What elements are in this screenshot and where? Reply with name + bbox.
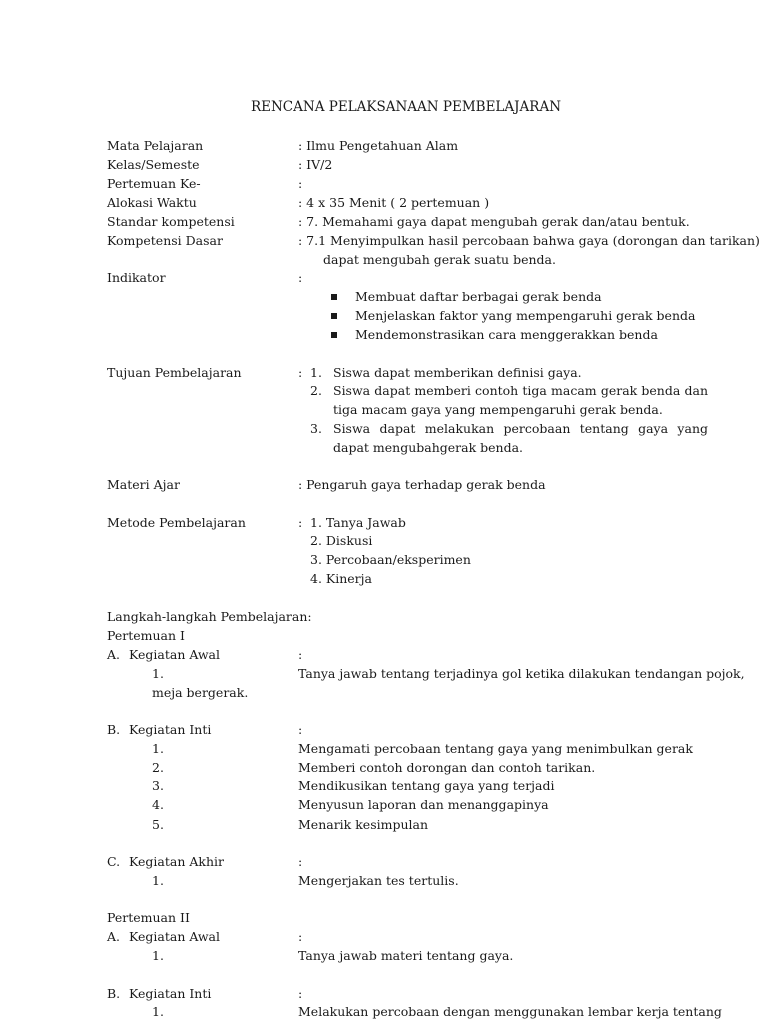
step-number: 4.: [152, 797, 164, 812]
p2-kegiatan-inti-colon: :: [298, 986, 303, 1001]
label-metode-pembelajaran: Metode Pembelajaran: [107, 515, 246, 530]
section-letter: A.: [107, 647, 121, 662]
tujuan-item-text: Siswa dapat memberi contoh tiga macam gerak benda dan tiga macam gaya yang mempengaruhi gerak benda.: [333, 383, 708, 417]
indikator-item: Menjelaskan faktor yang mempengaruhi gerak benda: [355, 308, 696, 323]
step-text: Melakukan percobaan dengan menggunakan lembar kerja tentang: [298, 1004, 722, 1019]
label-materi-ajar: Materi Ajar: [107, 477, 180, 492]
metode-item: 3. Percobaan/eksperimen: [310, 552, 471, 567]
p1-kegiatan-inti-label: Kegiatan Inti: [129, 722, 212, 737]
step-text: Menyusun laporan dan menanggapinya: [298, 797, 549, 812]
metode-item: 1. Tanya Jawab: [310, 515, 406, 530]
metode-item: 4. Kinerja: [310, 571, 372, 586]
label-kompetensi-dasar: Kompetensi Dasar: [107, 233, 223, 248]
step-text: Tanya jawab tentang terjadinya gol ketika dilakukan tendangan pojok,: [298, 666, 745, 681]
label-alokasi-waktu: Alokasi Waktu: [107, 195, 197, 210]
section-letter: B.: [107, 722, 121, 737]
value-materi-ajar: : Pengaruh gaya terhadap gerak benda: [298, 477, 546, 492]
step-text: Mengamati percobaan tentang gaya yang menimbulkan gerak: [298, 741, 693, 756]
value-alokasi-waktu: : 4 x 35 Menit ( 2 pertemuan ): [298, 195, 490, 210]
label-tujuan-pembelajaran: Tujuan Pembelajaran: [107, 365, 242, 380]
section-letter: B.: [107, 986, 121, 1001]
p1-kegiatan-akhir-label: Kegiatan Akhir: [129, 854, 224, 869]
step-text: Tanya jawab materi tentang gaya.: [298, 948, 514, 963]
value-kompetensi-dasar-cont: dapat mengubah gerak suatu benda.: [323, 252, 556, 267]
p1-kegiatan-awal-label: Kegiatan Awal: [129, 647, 220, 662]
value-kelas-semester: : IV/2: [298, 157, 333, 172]
step-number: 3.: [152, 778, 164, 793]
tujuan-item-text: Siswa dapat melakukan percobaan tentang gaya yang dapat mengubahgerak benda.: [333, 421, 708, 455]
step-text: Memberi contoh dorongan dan contoh tarikan.: [298, 760, 596, 775]
value-mata-pelajaran: : Ilmu Pengetahuan Alam: [298, 138, 459, 153]
tujuan-item-number: 3.: [310, 421, 322, 436]
step-text-cont: meja bergerak.: [152, 685, 249, 700]
step-number: 1.: [152, 741, 164, 756]
step-text: Mendikusikan tentang gaya yang terjadi: [298, 778, 555, 793]
label-indikator: Indikator: [107, 270, 166, 285]
step-text: Mengerjakan tes tertulis.: [298, 873, 459, 888]
label-standar-kompetensi: Standar kompetensi: [107, 214, 235, 229]
tujuan-item-number: 2.: [310, 383, 322, 398]
step-number: 1.: [152, 948, 164, 963]
label-pertemuan-ke: Pertemuan Ke-: [107, 176, 201, 191]
p2-kegiatan-awal-label: Kegiatan Awal: [129, 929, 220, 944]
label-kelas-semester: Kelas/Semeste: [107, 157, 200, 172]
metode-item: 2. Diskusi: [310, 533, 373, 548]
step-number: 1.: [152, 873, 164, 888]
bullet-icon: [331, 294, 337, 300]
section-letter: A.: [107, 929, 121, 944]
p1-kegiatan-awal-colon: :: [298, 647, 303, 662]
p2-kegiatan-inti-label: Kegiatan Inti: [129, 986, 212, 1001]
metode-colon: :: [298, 515, 303, 530]
value-standar-kompetensi: : 7. Memahami gaya dapat mengubah gerak dan/atau bentuk.: [298, 214, 690, 229]
p1-kegiatan-akhir-colon: :: [298, 854, 303, 869]
bullet-icon: [331, 313, 337, 319]
step-number: 2.: [152, 760, 164, 775]
bullet-icon: [331, 332, 337, 338]
tujuan-item-text: Siswa dapat memberikan definisi gaya.: [333, 365, 582, 380]
p1-kegiatan-inti-colon: :: [298, 722, 303, 737]
label-mata-pelajaran: Mata Pelajaran: [107, 138, 204, 153]
step-number: 1.: [152, 1004, 164, 1019]
document-title: RENCANA PELAKSANAAN PEMBELAJARAN: [250, 99, 562, 115]
langkah-heading: Langkah-langkah Pembelajaran:: [107, 609, 312, 624]
step-number: 5.: [152, 817, 164, 832]
pertemuan-1-title: Pertemuan I: [107, 628, 185, 643]
pertemuan-2-title: Pertemuan II: [107, 910, 190, 925]
p2-kegiatan-awal-colon: :: [298, 929, 303, 944]
indikator-item: Mendemonstrasikan cara menggerakkan benda: [355, 327, 658, 342]
value-kompetensi-dasar: : 7.1 Menyimpulkan hasil percobaan bahwa gaya (dorongan dan tarikan): [298, 233, 760, 248]
indikator-item: Membuat daftar berbagai gerak benda: [355, 289, 602, 304]
indikator-colon: :: [298, 270, 303, 285]
value-pertemuan-ke: :: [298, 176, 303, 191]
tujuan-colon: :: [298, 365, 303, 380]
section-letter: C.: [107, 854, 121, 869]
step-number: 1.: [152, 666, 164, 681]
tujuan-item-number: 1.: [310, 365, 322, 380]
step-text: Menarik kesimpulan: [298, 817, 429, 832]
